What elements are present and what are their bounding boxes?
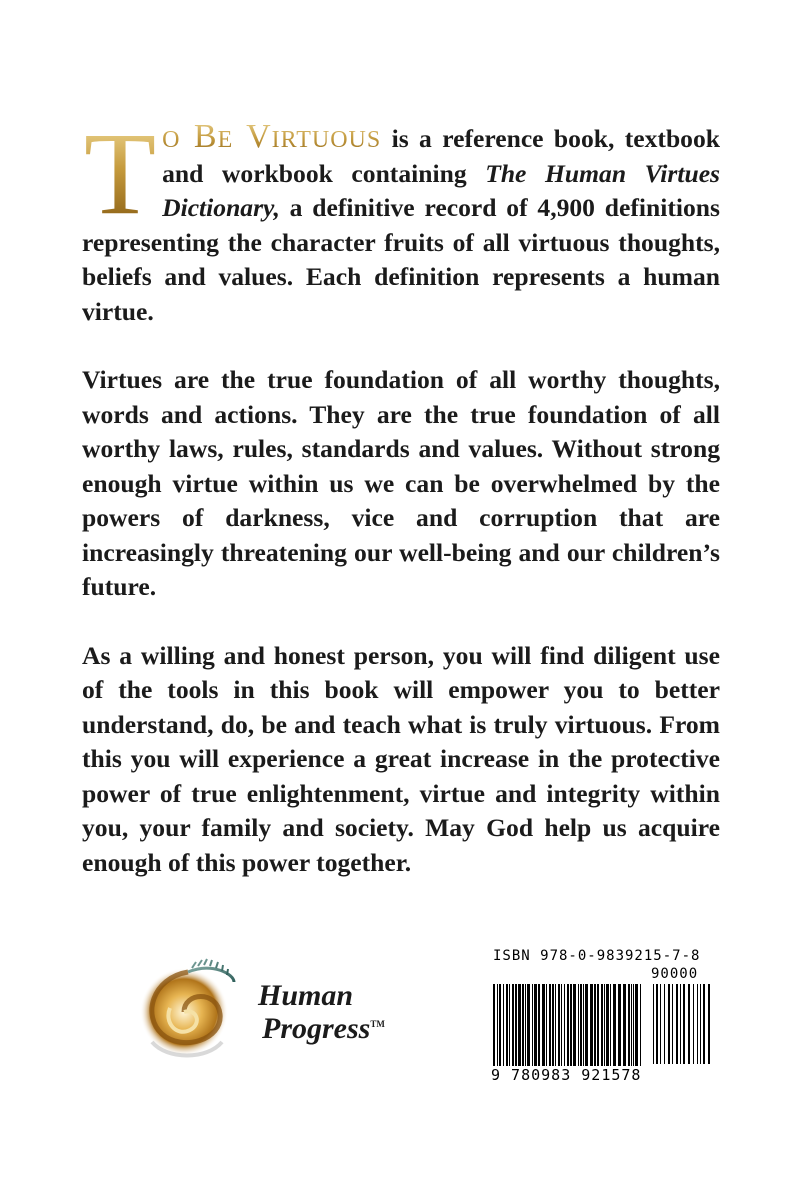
publisher-name-line2: Progress <box>262 1012 371 1045</box>
barcode-addon-bar <box>672 984 673 1064</box>
barcode-bar <box>635 984 638 1076</box>
isbn-barcode <box>481 944 717 1096</box>
barcode-bar <box>564 984 565 1076</box>
barcode-bar <box>534 984 537 1076</box>
publisher-name-line2-wrap <box>262 1010 385 1043</box>
barcode-bar <box>580 984 582 1076</box>
barcode-bar <box>499 984 501 1076</box>
barcode-addon-bar <box>680 984 681 1064</box>
barcode-bar <box>549 984 551 1076</box>
barcode-bar <box>555 984 556 1076</box>
cover-description <box>82 108 721 880</box>
barcode-bar <box>552 984 554 1076</box>
barcode-bar <box>493 984 495 1076</box>
barcode-bar <box>610 984 611 1076</box>
dictionary-title: The Human Virtues Dictionary, <box>162 158 721 222</box>
barcode-addon-number: 90000 <box>651 966 699 982</box>
barcode-bar <box>503 984 504 1076</box>
barcode-addon-bar <box>700 984 701 1064</box>
barcode-digits: 9 780983 921578 <box>491 1066 642 1084</box>
barcode-addon-bar <box>668 984 670 1064</box>
isbn-label: ISBN 978-0-9839215-7-8 <box>493 948 701 964</box>
barcode-bar <box>525 984 526 1076</box>
paragraph-3: As a willing and honest person, you will find diligent use of the tools in this book will empower you to better understand, do, be and teach what is truly virtuous. From this you will experience a great increase in the protective power of true enlightenment, virtue and integrity within you, your family and society. May God help us acquire enough of this power together. <box>82 640 720 877</box>
barcode-bar <box>515 984 517 1076</box>
barcode-bar <box>558 984 560 1076</box>
barcode-bar <box>512 984 514 1076</box>
paragraph-1-rest: a definitive record of 4,900 definitions representing the character fruits of all virtuous thoughts, beliefs and values. Each definition represents a human virtue. <box>82 193 720 326</box>
barcode-bar <box>585 984 588 1076</box>
barcode-addon-bar <box>676 984 678 1064</box>
barcode-bar <box>613 984 616 1076</box>
barcode-bar <box>623 984 626 1076</box>
publisher-name-line1: Human <box>258 979 354 1012</box>
barcode-bar <box>518 984 521 1076</box>
barcode-bar <box>583 984 584 1076</box>
barcode-bar <box>618 984 621 1076</box>
barcode-bar <box>497 984 498 1076</box>
barcode-bar <box>604 984 605 1076</box>
publisher-name <box>258 979 385 1045</box>
barcode-addon-bar <box>660 984 661 1064</box>
paragraph-1 <box>82 108 721 329</box>
barcode-bar <box>542 984 545 1076</box>
barcode-addon-bar <box>653 984 654 1064</box>
barcode-bar <box>601 984 603 1076</box>
barcode-bar <box>631 984 632 1076</box>
barcode-bar <box>573 984 576 1076</box>
swirl-logo-icon <box>122 942 252 1072</box>
barcode-bar <box>640 984 641 1076</box>
barcode-bar <box>506 984 508 1076</box>
barcode-bar <box>578 984 579 1076</box>
barcode-addon-bar <box>703 984 705 1064</box>
barcode-addon-bar <box>688 984 690 1064</box>
barcode-bar <box>546 984 547 1076</box>
barcode-bar <box>522 984 524 1076</box>
barcode-bar <box>538 984 540 1076</box>
barcode-addon-bar <box>656 984 658 1064</box>
barcode-bar <box>567 984 569 1076</box>
barcode-addon-bar <box>697 984 698 1064</box>
title-dropcap: T <box>84 108 157 239</box>
barcode-addon-bar <box>693 984 694 1064</box>
barcode-bar <box>606 984 609 1076</box>
barcode-bar <box>633 984 634 1076</box>
book-title: o Be Virtuous <box>162 118 382 155</box>
paragraph-1-intro: is a reference book, textbook and workbook containing <box>162 124 721 188</box>
barcode-bar <box>509 984 510 1076</box>
barcode-bar <box>597 984 599 1076</box>
publisher-logo <box>122 942 385 1072</box>
barcode-addon-bar <box>683 984 685 1064</box>
barcode-bar <box>594 984 596 1076</box>
paragraph-2: Virtues are the true foundation of all worthy thoughts, words and actions. They are the true foundation of all worthy laws, rules, standards and values. Without strong enough virtue within us we can be overwhelmed by the powers of darkness, vice and corruption that are increasingly threatening our well-being and our children’s future. <box>82 365 720 601</box>
barcode-bar <box>590 984 593 1076</box>
barcode-bar <box>628 984 630 1076</box>
trademark-mark: TM <box>370 1019 385 1029</box>
barcode-bar <box>561 984 562 1076</box>
barcode-bar <box>570 984 572 1076</box>
barcode-addon-bar <box>664 984 665 1064</box>
barcode-bar <box>527 984 530 1076</box>
barcode-addon-bar <box>708 984 710 1064</box>
barcode-bar <box>532 984 533 1076</box>
